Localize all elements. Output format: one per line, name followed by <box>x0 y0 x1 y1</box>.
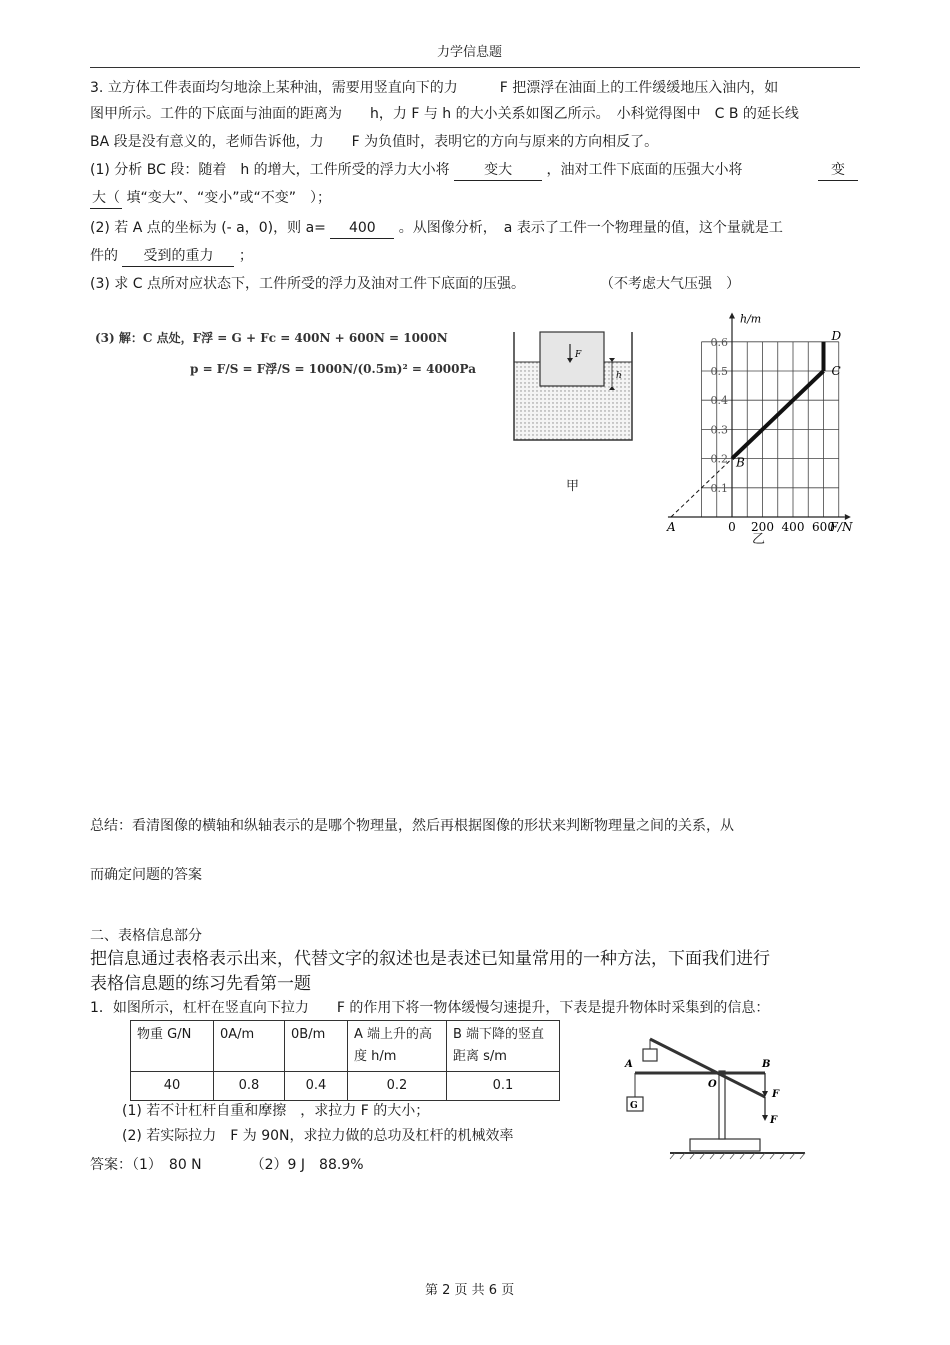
weight-raised <box>643 1049 657 1061</box>
q3-part2-answer2: 受到的重力 <box>122 246 234 267</box>
section2-intro2: 表格信息题的练习先看第一题 <box>90 974 311 994</box>
q3-part3: (3) 求 C 点所对应状态下，工件所受的浮力及油对工件下底面的压强。 <box>90 276 525 292</box>
summary-line2: 而确定问题的答案 <box>90 867 202 883</box>
q3-part1-cont <box>90 188 331 209</box>
q3-part1-text-b: ，油对工件下底面的压强大小将 <box>546 162 743 178</box>
y-tick-label: 0.3 <box>710 423 728 437</box>
label-f-lower: F <box>770 1115 778 1126</box>
y-tick-label: 0.4 <box>710 394 728 408</box>
section2-q1: 1．如图所示，杠杆在竖直向下拉力 F 的作用下将一物体缓慢匀速提升，下表是提升物体时采集到的信息： <box>90 1000 770 1016</box>
q3-part1-answer2a <box>818 160 858 181</box>
q3-part3-note: （不考虑大气压强 ） <box>600 276 740 292</box>
solution-line1: (3) 解：C 点处，F浮 = G + Fc = 400N + 600N = 1000N <box>95 331 448 345</box>
label-a: A <box>625 1059 633 1070</box>
section2-intro1: 把信息通过表格表示出来，代替文字的叙述也是表述已知量常用的一种方法，下面我们进行 <box>90 949 770 969</box>
table-cell: 0.2 <box>348 1072 447 1101</box>
x-tick-label: 200 <box>751 520 774 534</box>
h-arrow-top <box>609 358 615 362</box>
q3-line2: 图甲所示。工件的下底面与油面的距离为 h，力 F 与 h 的大小关系如图乙所示。 小科觉得图中 C B 的延长线 <box>90 106 799 122</box>
graph-yi-label: 乙 <box>752 532 766 547</box>
q3-part1-text-c: 填“变大”、“变小”或“不变” ）； <box>126 190 331 206</box>
q3-part2-answer: 400 <box>330 218 394 239</box>
q3-part1-answer2-second: 大（ <box>90 188 122 209</box>
force-arrowhead-lower <box>762 1115 768 1121</box>
section2-answer: 答案：（1） 80 N （2）9 J 88.9% <box>90 1157 364 1173</box>
label-o: O <box>708 1079 717 1090</box>
solution-line2: p = F/S = F浮/S = 1000N/(0.5m)² = 4000Pa <box>190 362 476 376</box>
info-table <box>130 1020 560 1101</box>
table-header-cell: 0A/m <box>214 1021 285 1072</box>
point-label-a: A <box>667 520 676 534</box>
x-tick-label: 0 <box>728 520 736 534</box>
y-tick-label: 0.6 <box>710 335 728 349</box>
graph-yi <box>650 312 880 545</box>
x-tick-label: 600 <box>812 520 835 534</box>
page-header-title: 力学信息题 <box>437 45 503 60</box>
base <box>690 1139 760 1151</box>
section2-sub1: (1) 若不计杠杆自重和摩擦 ，求拉力 F 的大小； <box>122 1103 430 1119</box>
q3-part1 <box>90 160 743 181</box>
q3-part1-answer1: 变大 <box>454 160 542 181</box>
y-axis-arrow <box>729 312 735 318</box>
table-header-cell: 物重 G/N <box>131 1021 214 1072</box>
table-cell: 0.8 <box>214 1072 285 1101</box>
table-header-cell: A 端上升的高度 h/m <box>348 1021 447 1072</box>
point-label-d: D <box>831 328 842 343</box>
figure-jia <box>512 330 642 450</box>
table-cell: 40 <box>131 1072 214 1101</box>
y-tick-label: 0.5 <box>710 365 728 378</box>
table-cell: 0.1 <box>447 1072 560 1101</box>
q3-part2-text-a: (2) 若 A 点的坐标为 (- a，0)，则 a= <box>90 220 326 236</box>
q3-part2-text-b: 。从图像分析， a 表示了工件一个物理量的值，这个量就是工 <box>398 220 783 236</box>
y-axis-label: h/m <box>740 312 762 326</box>
table-header-cell: 0B/m <box>285 1021 348 1072</box>
header-rule <box>90 67 860 68</box>
table-cell: 0.4 <box>285 1072 348 1101</box>
q3-part2-text-c: 件的 <box>90 248 118 264</box>
pivot-post <box>719 1071 725 1139</box>
label-b: B <box>762 1059 771 1070</box>
summary-line1: 总结：看清图像的横轴和纵轴表示的是哪个物理量，然后再根据图像的形状来判断物理量之间的关系，从 <box>90 818 734 834</box>
q3-part2 <box>90 218 783 239</box>
q3-part2-text-d: ； <box>238 248 253 264</box>
point-label-b: B <box>736 455 745 470</box>
q3-line1: 3. 立方体工件表面均匀地涂上某种油，需要用竖直向下的力 F 把漂浮在油面上的工件缓缓地压入油内，如 <box>90 80 779 96</box>
lever-figure <box>615 1025 815 1165</box>
y-tick-label: 0.2 <box>710 452 728 466</box>
h-label: h <box>616 371 622 381</box>
x-tick-label: 400 <box>781 520 805 534</box>
q3-line3: BA 段是没有意义的，老师告诉他，力 F 为负值时，表明它的方向与原来的方向相反了。 <box>90 134 659 150</box>
q3-part2-cont <box>90 246 253 267</box>
force-label: F <box>575 350 582 360</box>
label-f-upper: F <box>772 1089 780 1100</box>
figure-jia-label: 甲 <box>566 479 580 494</box>
y-tick-label: 0.1 <box>710 481 728 495</box>
point-label-c: C <box>831 364 841 378</box>
q3-part1-answer2-first: 变 <box>818 160 858 181</box>
q3-part1-text-a: (1) 分析 BC 段：随着 h 的增大，工件所受的浮力大小将 <box>90 162 450 178</box>
label-g: G <box>630 1101 638 1111</box>
section2-title: 二、表格信息部分 <box>90 928 202 944</box>
x-axis-label: F/N <box>829 520 853 534</box>
page-footer: 第 2 页 共 6 页 <box>425 1283 515 1298</box>
table-header-cell: B 端下降的竖直距离 s/m <box>447 1021 560 1072</box>
section2-sub2: (2) 若实际拉力 F 为 90N，求拉力做的总功及杠杆的机械效率 <box>122 1128 514 1144</box>
